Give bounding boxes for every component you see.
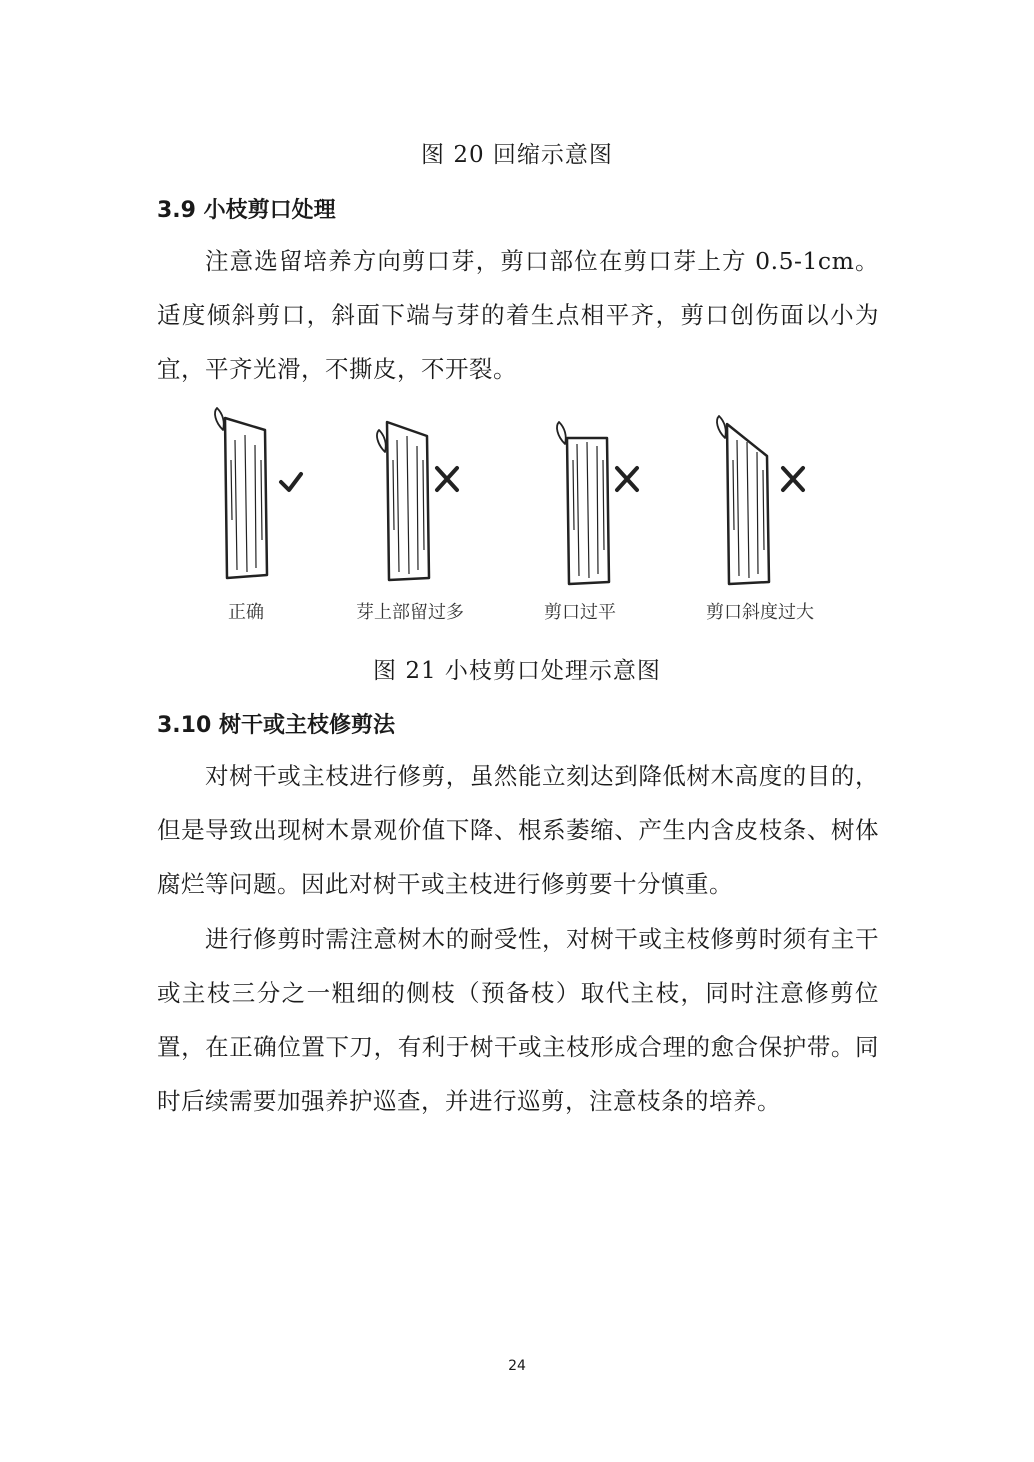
section-3-10-paragraph-1: 对树干或主枝进行修剪，虽然能立刻达到降低树木高度的目的，但是导致出现树木景观价值下降、根系萎缩、产生内含皮枝条、树体腐烂等问题。因此对树干或主枝进行修剪要十分慎重。 xyxy=(157,762,879,898)
figure-21-caption: 图 21 小枝剪口处理示意图 xyxy=(373,658,661,684)
section-3-9-heading: 3.9 小枝剪口处理 xyxy=(157,198,336,223)
branch-correct xyxy=(215,408,301,578)
cross-icon xyxy=(437,468,457,490)
branch-too-high xyxy=(377,422,457,580)
branch-too-steep xyxy=(717,416,803,584)
label-too-high: 芽上部留过多 xyxy=(356,602,464,623)
branch-too-flat xyxy=(557,422,637,584)
section-3-9-paragraph: 注意选留培养方向剪口芽，剪口部位在剪口芽上方 0.5-1cm。适度倾斜剪口，斜面下端与芽的着生点相平齐，剪口创伤面以小为宜，平齐光滑，不撕皮，不开裂。 xyxy=(157,247,879,383)
section-3-10-heading: 3.10 树干或主枝修剪法 xyxy=(157,713,395,738)
cross-icon xyxy=(617,468,637,490)
label-too-steep: 剪口斜度过大 xyxy=(706,602,814,623)
label-too-flat: 剪口过平 xyxy=(544,602,616,623)
check-icon xyxy=(281,474,301,490)
page-number: 24 xyxy=(508,1358,526,1374)
cross-icon xyxy=(783,468,803,490)
label-correct: 正确 xyxy=(228,602,264,623)
figure-20-caption: 图 20 回缩示意图 xyxy=(421,142,613,168)
section-3-10-paragraph-2: 进行修剪时需注意树木的耐受性，对树干或主枝修剪时须有主干或主枝三分之一粗细的侧枝（预备枝）取代主枝，同时注意修剪位置，在正确位置下刀，有利于树干或主枝形成合理的愈合保护带。同时后续需要加强养护巡查，并进行巡剪，注意枝条的培养。 xyxy=(157,925,879,1115)
